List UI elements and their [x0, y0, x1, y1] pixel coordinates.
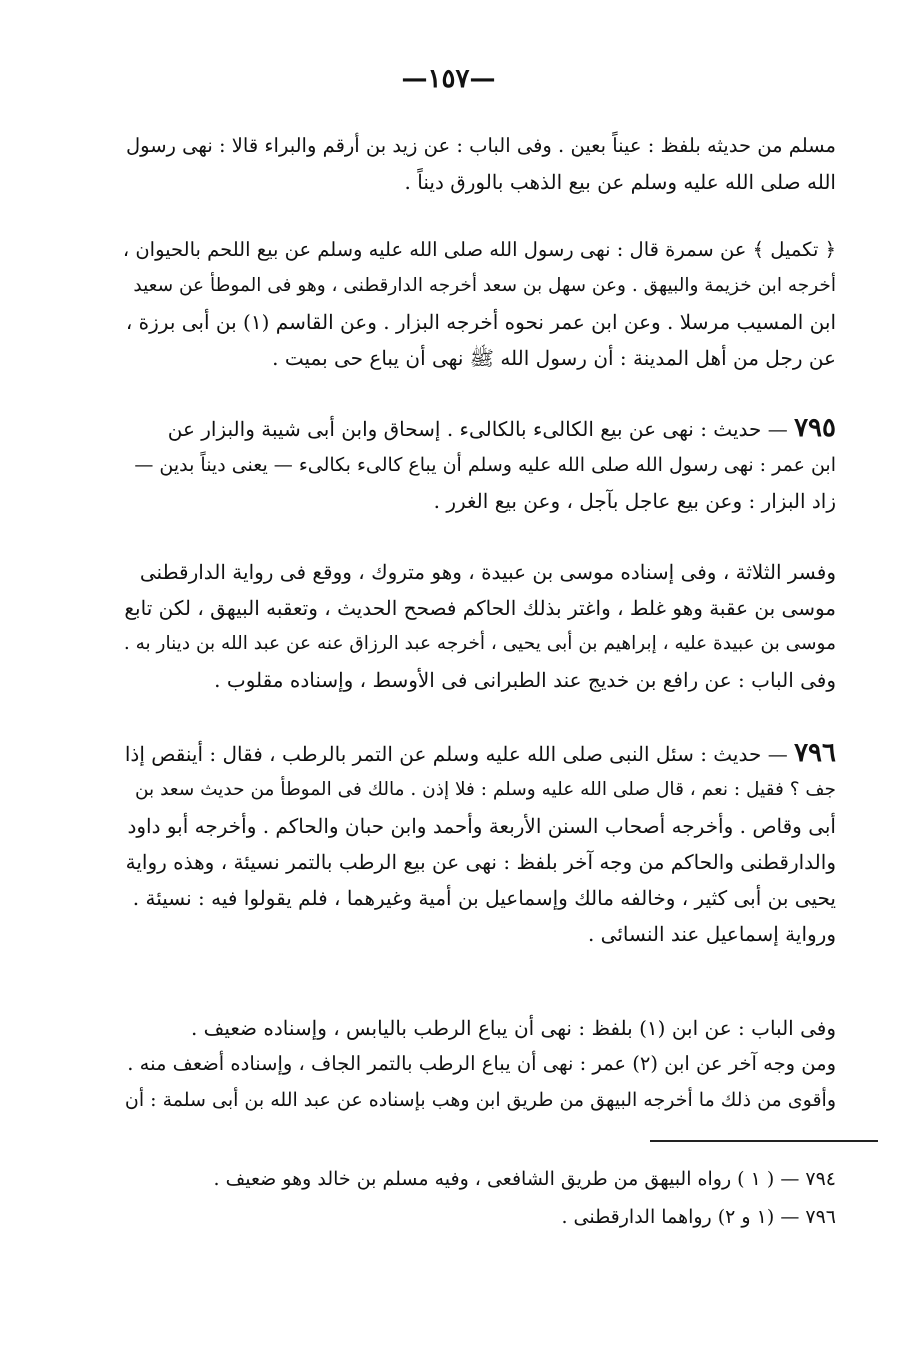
text-line: جف ؟ فقيل : نعم ، قال صلى الله عليه وسلم : فلا إذن . مالك فى الموطأ من حديث سعد بن	[134, 779, 836, 800]
text-line: أبى وقاص . وأخرجه أصحاب السنن الأربعة وأحمد وابن حبان والحاكم . وأخرجه أبو داود	[127, 814, 836, 838]
text-line: ورواية إسماعيل عند النسائى .	[587, 922, 836, 946]
hadith-number: ٧٩٦	[794, 738, 836, 768]
text-line: وفى الباب : عن رافع بن خديج عند الطبرانى فى الأوسط ، وإسناده مقلوب .	[214, 668, 836, 692]
text-line	[118, 410, 836, 447]
paragraph	[118, 410, 836, 519]
paragraph	[118, 554, 836, 698]
text-segment: — حديث : سئل النبى صلى الله عليه وسلم عن التمر بالرطب ، فقال : أينقص إذا	[124, 742, 788, 766]
paragraph	[118, 1010, 836, 1118]
text-line: مسلم من حديثه بلفظ : عيناً بعين . وفى الباب : عن زيد بن أرقم والبراء قالا : نهى رسول	[125, 134, 836, 157]
text-line: وفى الباب : عن ابن (١) بلفظ : نهى أن يباع الرطب باليابس ، وإسناده ضعيف .	[190, 1016, 836, 1040]
text-line: زاد البزار : وعن بيع عاجل بآجل ، وعن بيع الغرر .	[433, 489, 836, 513]
footnote: ٧٩٦ — (١ و ٢) رواهما الدارقطنى .	[561, 1206, 836, 1228]
text-line: ومن وجه آخر عن ابن (٢) عمر : نهى أن يباع الرطب بالتمر الجاف ، وإسناده أضعف منه .	[127, 1052, 836, 1075]
text-line: والدارقطنى والحاكم من وجه آخر بلفظ : نهى عن بيع الرطب بالتمر نسيئة ، وهذه رواية	[125, 850, 836, 874]
hadith-number: ٧٩٥	[794, 413, 836, 443]
text-line: وأقوى من ذلك ما أخرجه البيهق من طريق ابن وهب بإسناده عن عبد الله بن أبى سلمة : أن	[124, 1089, 836, 1111]
footnote-divider	[650, 1140, 878, 1142]
paragraph	[118, 232, 836, 376]
page-number: —١٥٧—	[401, 64, 496, 94]
paragraph	[118, 128, 836, 200]
text-line: ابن عمر : نهى رسول الله صلى الله عليه وسلم أن يباع كالىء بكالىء — يعنى ديناً بدين —	[134, 454, 836, 476]
text-line: الله صلى الله عليه وسلم عن بيع الذهب بالورق ديناً .	[404, 170, 836, 194]
footnotes	[150, 1160, 836, 1236]
text-line: موسى بن عقبة وهو غلط ، واغتر بذلك الحاكم فصحح الحديث ، وتعقبه البيهق ، لكن تابع	[124, 596, 836, 620]
text-line: ﴿ تكميل ﴾ عن سمرة قال : نهى رسول الله صلى الله عليه وسلم عن بيع اللحم بالحيوان ،	[122, 238, 836, 261]
text-line: وفسر الثلاثة ، وفى إسناده موسى بن عبيدة ، وهو متروك ، ووقع فى رواية الدارقطنى	[139, 560, 836, 584]
text-line: ابن المسيب مرسلا . وعن ابن عمر نحوه أخرجه البزار . وعن القاسم (١) بن أبى برزة ،	[125, 310, 836, 334]
paragraph	[118, 735, 836, 952]
text-line: عن رجل من أهل المدينة : أن رسول الله ﷺ نهى أن يباع حى بميت .	[272, 346, 836, 370]
text-segment: — حديث : نهى عن بيع الكالىء بالكالىء . إسحاق وابن أبى شيبة والبزار عن	[167, 417, 788, 441]
text-line: يحيى بن أبى كثير ، وخالفه مالك وإسماعيل بن أمية وغيرهما ، فلم يقولوا فيه : نسيئة .	[132, 886, 836, 910]
text-line: أخرجه ابن خزيمة والبيهق . وعن سهل بن سعد أخرجه الدارقطنى ، وهو فى الموطأ عن سعيد	[133, 275, 836, 296]
text-line	[118, 735, 836, 772]
text-line: موسى بن عبيدة عليه ، إبراهيم بن أبى يحيى ، أخرجه عبد الرزاق عنه عن عبد الله بن دينار به .	[123, 633, 836, 654]
footnote: ٧٩٤ — ( ١ ) رواه البيهق من طريق الشافعى ، وفيه مسلم بن خالد وهو ضعيف .	[213, 1168, 836, 1190]
